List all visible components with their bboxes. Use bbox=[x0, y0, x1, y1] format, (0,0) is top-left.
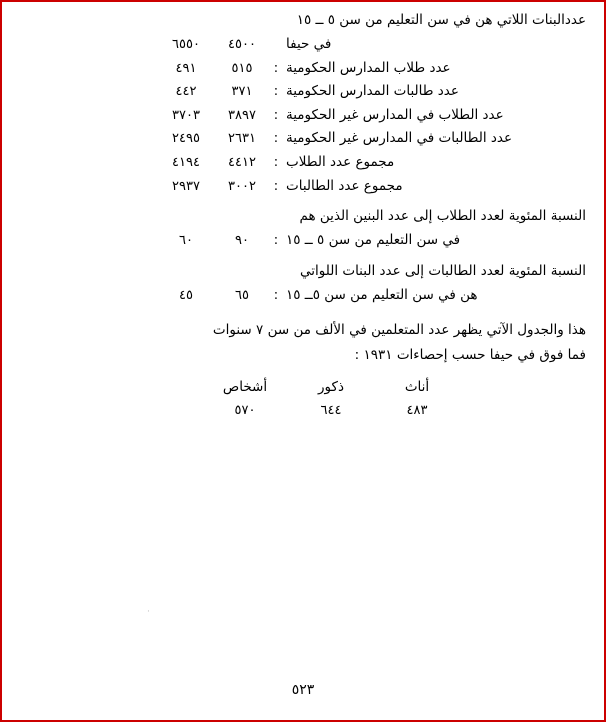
table-cell: ٥٧٠ bbox=[234, 403, 256, 419]
stat-row bbox=[20, 129, 586, 148]
page-speck: · bbox=[147, 607, 150, 617]
stat-label: مجموع عدد الطلاب bbox=[286, 153, 395, 170]
table-intro-line-2: فما فوق في حيفا حسب إحصاءات ١٩٣١ : bbox=[354, 346, 586, 363]
stat-label: عدد طلاب المدارس الحكومية bbox=[286, 59, 451, 76]
percent-boys-row bbox=[20, 231, 586, 250]
table-row bbox=[20, 403, 586, 418]
stat-colon: : bbox=[273, 288, 279, 304]
stat-value-2: ٢٩٣٧ bbox=[172, 178, 200, 194]
stat-value-2: ٤١٩٤ bbox=[172, 154, 200, 170]
stat-value-2: ٤٤٢ bbox=[175, 84, 197, 100]
intro-line: عددالبنات اللاتي هن في سن التعليم من سن ٥ ــ ١٥ bbox=[296, 12, 586, 28]
table-header-cell: ذكور bbox=[318, 379, 344, 396]
stat-value-1: ٥١٥ bbox=[231, 60, 253, 76]
stat-label: عدد الطلاب في المدارس غير الحكومية bbox=[286, 106, 504, 123]
stat-label: عدد طالبات المدارس الحكومية bbox=[286, 83, 459, 100]
stat-value-1: ٣٠٠٢ bbox=[228, 178, 256, 194]
stat-row bbox=[20, 153, 586, 172]
page-content bbox=[2, 10, 604, 418]
stat-value-1: ٢٦٣١ bbox=[228, 131, 256, 147]
stat-label: هن في سن التعليم من سن ٥ــ ١٥ bbox=[286, 287, 478, 304]
stat-value-1: ٩٠ bbox=[235, 233, 249, 249]
stat-colon: : bbox=[273, 131, 279, 147]
stat-label: في حيفا bbox=[286, 36, 332, 53]
stat-row bbox=[20, 59, 586, 78]
stat-value-1: ٣٧١ bbox=[231, 84, 253, 100]
stat-row bbox=[20, 35, 586, 54]
percent-girls-line: النسبة المئوية لعدد الطالبات إلى عدد البنات اللواتي bbox=[300, 262, 586, 279]
table-header-cell: أشخاص bbox=[222, 379, 268, 396]
stat-row bbox=[20, 106, 586, 125]
percent-girls-row bbox=[20, 286, 586, 305]
stat-value-2: ٦٠ bbox=[179, 233, 193, 249]
stat-value-2: ٢٤٩٥ bbox=[172, 131, 200, 147]
stat-value-1: ٤٤١٢ bbox=[228, 154, 256, 170]
stat-label: مجموع عدد الطالبات bbox=[286, 177, 403, 194]
stat-colon: : bbox=[273, 233, 279, 249]
stat-value-1: ٤٥٠٠ bbox=[228, 37, 256, 53]
stat-row bbox=[20, 82, 586, 101]
stat-colon: : bbox=[273, 178, 279, 194]
stat-value-2: ٣٧٠٣ bbox=[172, 107, 200, 123]
stat-value-1: ٦٥ bbox=[235, 288, 249, 304]
page-number: ٥٢٣ bbox=[291, 682, 315, 698]
stat-colon: : bbox=[273, 60, 279, 76]
stat-colon: : bbox=[273, 84, 279, 100]
stat-label: في سن التعليم من سن ٥ ــ ١٥ bbox=[286, 232, 461, 249]
stat-value-2: ٤٩١ bbox=[175, 60, 197, 76]
stat-value-2: ٦٥٥٠ bbox=[172, 37, 200, 53]
stat-row bbox=[20, 177, 586, 196]
stat-value-1: ٣٨٩٧ bbox=[228, 107, 256, 123]
table-header-row bbox=[20, 379, 586, 395]
statistics-table bbox=[20, 379, 586, 418]
table-cell: ٦٤٤ bbox=[320, 403, 342, 419]
stat-label: عدد الطالبات في المدارس غير الحكومية bbox=[286, 130, 513, 147]
percent-boys-line: النسبة المئوية لعدد الطلاب إلى عدد البنين الذين هم bbox=[299, 208, 586, 225]
table-cell: ٤٨٣ bbox=[406, 403, 428, 419]
stat-value-2: ٤٥ bbox=[179, 288, 193, 304]
table-intro-line-1: هذا والجدول الآتي يظهر عدد المتعلمين في الألف من سن ٧ سنوات bbox=[212, 321, 586, 338]
stat-colon: : bbox=[273, 154, 279, 170]
table-header-cell: أناث bbox=[404, 379, 430, 396]
stat-colon: : bbox=[273, 107, 279, 123]
spacer bbox=[20, 310, 586, 320]
